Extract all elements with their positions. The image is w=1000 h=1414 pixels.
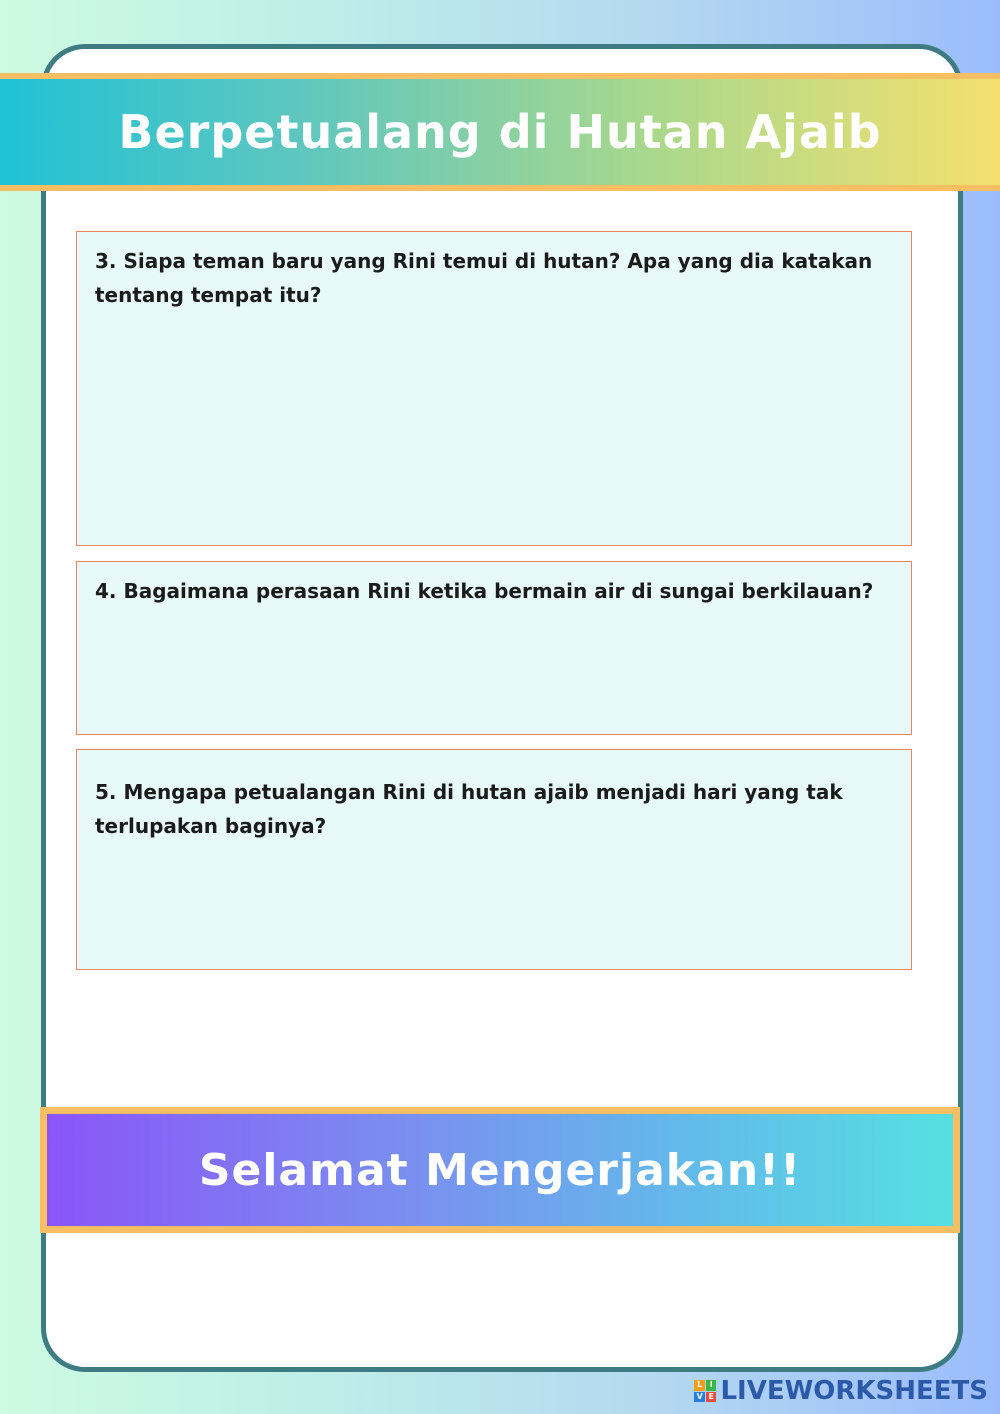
answer-box-question-3[interactable]: [76, 231, 912, 546]
closing-banner: [40, 1107, 960, 1233]
logo-letter-l: L: [694, 1380, 705, 1391]
answer-box-question-4[interactable]: [76, 561, 912, 735]
question-4-text: 4. Bagaimana perasaan Rini ketika bermain air di sungai berkilauan?: [95, 579, 874, 603]
answer-box-question-5[interactable]: [76, 749, 912, 970]
liveworksheets-logo-icon: [694, 1380, 716, 1402]
question-5-text: 5. Mengapa petualangan Rini di hutan ajaib menjadi hari yang tak terlupakan baginya?: [95, 780, 843, 838]
logo-letter-i: I: [706, 1380, 717, 1391]
title-banner: [0, 73, 1000, 191]
brand-name: LIVEWORKSHEETS: [720, 1376, 988, 1406]
closing-message: Selamat Mengerjakan!!: [198, 1144, 802, 1196]
liveworksheets-brand[interactable]: [694, 1376, 988, 1406]
logo-letter-v: V: [694, 1392, 705, 1403]
question-3-text: 3. Siapa teman baru yang Rini temui di hutan? Apa yang dia katakan tentang tempat itu?: [95, 249, 873, 307]
page-title: Berpetualang di Hutan Ajaib: [118, 105, 882, 159]
logo-letter-e: E: [706, 1392, 717, 1403]
